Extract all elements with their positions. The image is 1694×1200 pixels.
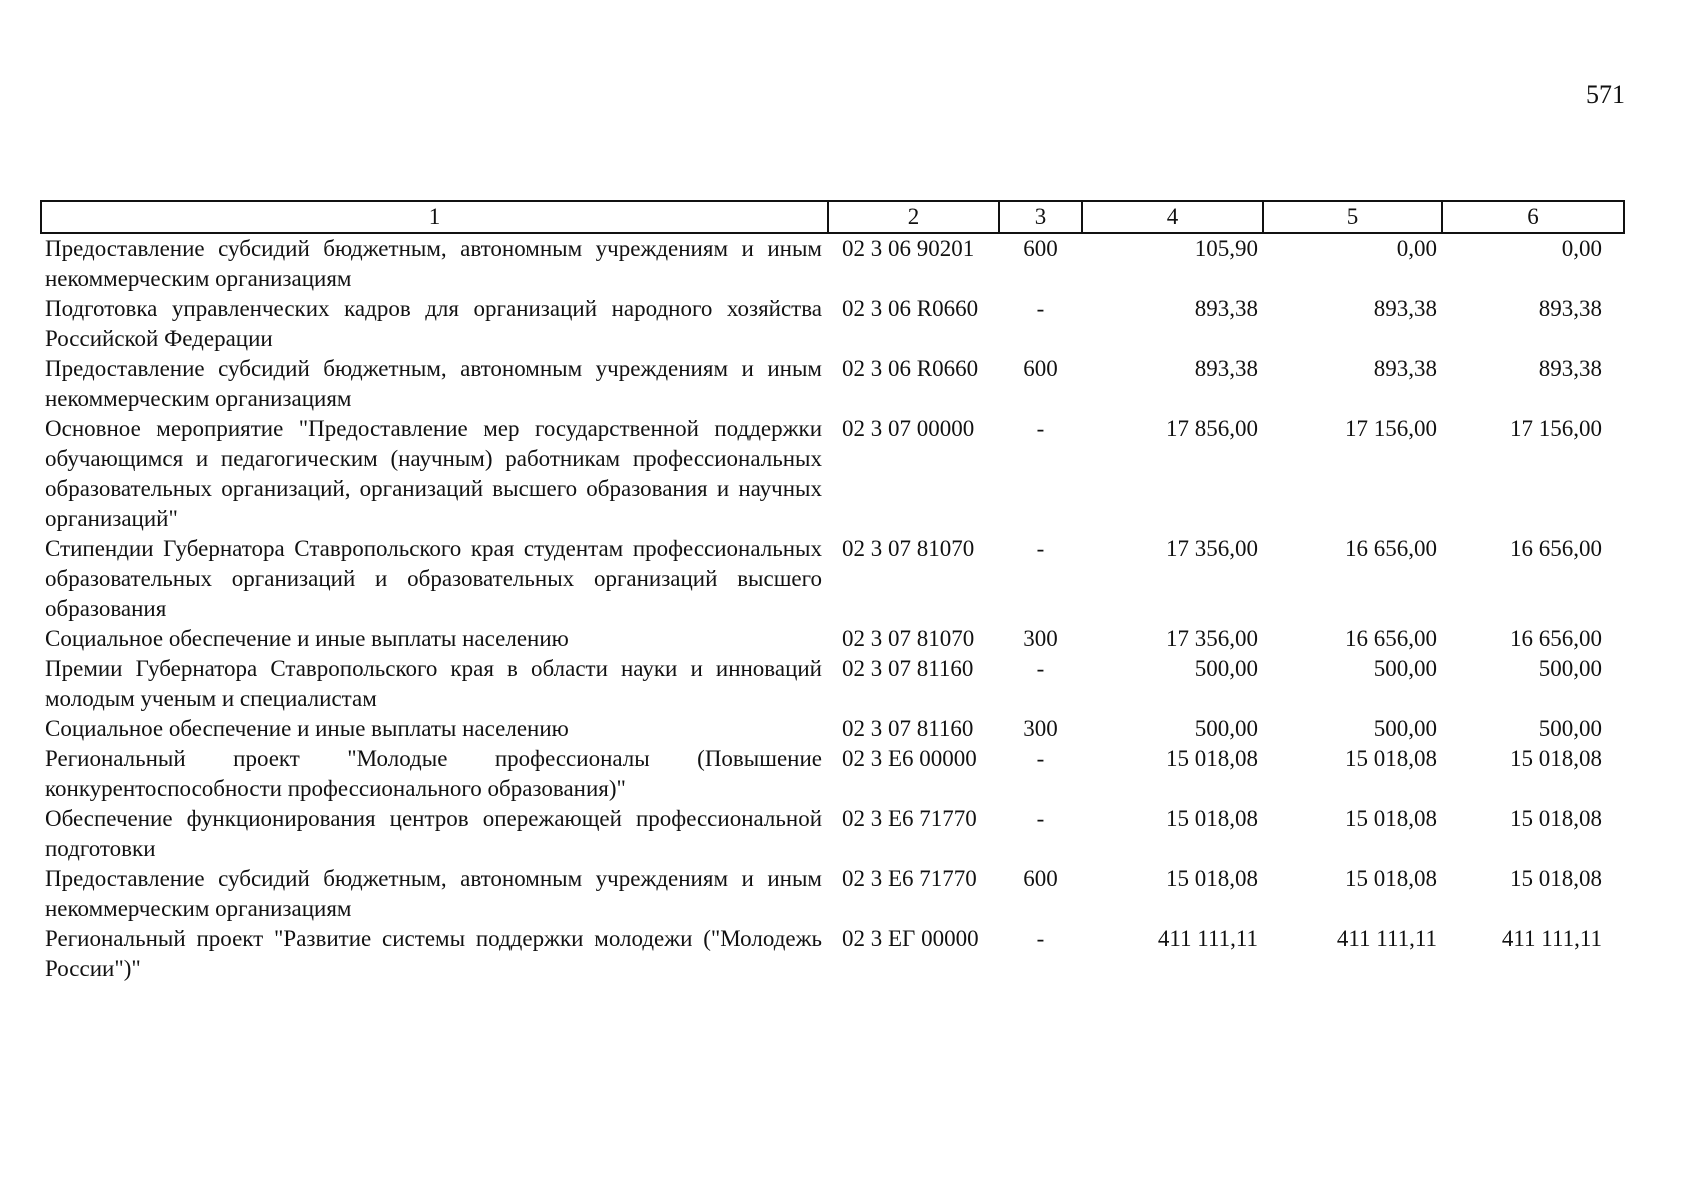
table-row — [41, 924, 1624, 984]
row-expense-type: 300 — [1023, 626, 1058, 651]
row-expense-type: - — [1036, 416, 1045, 441]
header-col-2: 2 — [828, 201, 999, 233]
row-value-5: 411 111,11 — [1336, 926, 1437, 951]
row-value-5: 893,38 — [1373, 356, 1437, 381]
row-expense-type: - — [1036, 746, 1045, 771]
row-value-6: 15 018,08 — [1510, 806, 1602, 831]
row-value-5: 17 156,00 — [1345, 416, 1437, 441]
row-value-6: 0,00 — [1561, 236, 1602, 261]
row-value-5: 16 656,00 — [1345, 536, 1437, 561]
row-value-4: 17 856,00 — [1166, 416, 1258, 441]
row-code: 02 3 07 81160 — [842, 716, 974, 741]
table-row — [41, 654, 1624, 714]
table-row — [41, 714, 1624, 744]
row-code: 02 3 07 00000 — [842, 416, 975, 441]
table-row — [41, 804, 1624, 864]
row-expense-type: 600 — [1023, 866, 1058, 891]
table-row — [41, 744, 1624, 804]
header-col-4: 4 — [1082, 201, 1263, 233]
row-expense-type: - — [1036, 536, 1045, 561]
row-name: Социальное обеспечение и иные выплаты населению — [45, 626, 569, 651]
row-code: 02 3 07 81160 — [842, 656, 974, 681]
row-code: 02 3 Е6 71770 — [842, 866, 977, 891]
row-name: Основное мероприятие "Предоставление мер государственной поддержки обучающимся и педагогическим (научным) работникам профессиональных образовательных организаций, организаций высшего образования и научных организаций" — [45, 416, 822, 531]
row-code: 02 3 07 81070 — [842, 536, 975, 561]
row-name: Премии Губернатора Ставропольского края в области науки и инноваций молодым ученым и специалистам — [45, 656, 822, 711]
table-row — [41, 414, 1624, 534]
row-value-4: 15 018,08 — [1166, 806, 1258, 831]
table-row — [41, 294, 1624, 354]
row-code: 02 3 07 81070 — [842, 626, 975, 651]
row-value-5: 15 018,08 — [1345, 806, 1437, 831]
row-value-4: 105,90 — [1194, 236, 1258, 261]
header-row — [41, 201, 1624, 233]
table-row — [41, 354, 1624, 414]
row-name: Предоставление субсидий бюджетным, автономным учреждениям и иным некоммерческим организациям — [45, 356, 822, 411]
row-code: 02 3 Е6 71770 — [842, 806, 977, 831]
row-value-4: 893,38 — [1194, 356, 1258, 381]
row-value-4: 893,38 — [1194, 296, 1258, 321]
row-name: Предоставление субсидий бюджетным, автономным учреждениям и иным некоммерческим организациям — [45, 236, 822, 291]
budget-table — [40, 200, 1625, 984]
table-header — [41, 201, 1624, 233]
row-value-4: 15 018,08 — [1166, 746, 1258, 771]
row-name: Региональный проект "Развитие системы поддержки молодежи ("Молодежь России")" — [45, 926, 822, 981]
table-row — [41, 624, 1624, 654]
row-value-6: 17 156,00 — [1510, 416, 1602, 441]
header-col-5: 5 — [1263, 201, 1442, 233]
table-row — [41, 233, 1624, 294]
row-value-6: 893,38 — [1538, 356, 1602, 381]
row-value-4: 411 111,11 — [1157, 926, 1258, 951]
row-expense-type: - — [1036, 296, 1045, 321]
row-value-5: 500,00 — [1373, 716, 1437, 741]
row-value-6: 500,00 — [1538, 716, 1602, 741]
row-expense-type: 300 — [1023, 716, 1058, 741]
row-code: 02 3 ЕГ 00000 — [842, 926, 979, 951]
row-value-4: 500,00 — [1194, 716, 1258, 741]
row-value-5: 16 656,00 — [1345, 626, 1437, 651]
row-code: 02 3 06 R0660 — [842, 296, 979, 321]
header-col-3: 3 — [999, 201, 1082, 233]
row-value-4: 15 018,08 — [1166, 866, 1258, 891]
row-value-5: 0,00 — [1396, 236, 1437, 261]
row-expense-type: 600 — [1023, 236, 1058, 261]
row-code: 02 3 06 90201 — [842, 236, 975, 261]
header-col-6: 6 — [1442, 201, 1624, 233]
row-name: Обеспечение функционирования центров опережающей профессиональной подготовки — [45, 806, 822, 861]
row-expense-type: - — [1036, 806, 1045, 831]
table-row — [41, 864, 1624, 924]
row-name: Подготовка управленческих кадров для организаций народного хозяйства Российской Федерации — [45, 296, 822, 351]
page-number: 571 — [1586, 80, 1625, 109]
row-code: 02 3 06 R0660 — [842, 356, 979, 381]
row-value-6: 893,38 — [1538, 296, 1602, 321]
row-expense-type: - — [1036, 926, 1045, 951]
row-value-5: 15 018,08 — [1345, 866, 1437, 891]
row-value-4: 500,00 — [1194, 656, 1258, 681]
row-value-5: 15 018,08 — [1345, 746, 1437, 771]
row-code: 02 3 Е6 00000 — [842, 746, 977, 771]
row-name: Стипендии Губернатора Ставропольского края студентам профессиональных образовательных организаций и образовательных организаций высшего образования — [45, 536, 822, 621]
row-value-4: 17 356,00 — [1166, 536, 1258, 561]
row-expense-type: - — [1036, 656, 1045, 681]
row-value-6: 500,00 — [1538, 656, 1602, 681]
header-col-1: 1 — [41, 201, 828, 233]
budget-table-container — [40, 200, 1623, 984]
row-name: Региональный проект "Молодые профессионалы (Повышение конкурентоспособности профессионального образования)" — [45, 746, 822, 801]
table-body — [41, 233, 1624, 984]
row-value-6: 16 656,00 — [1510, 536, 1602, 561]
row-value-6: 15 018,08 — [1510, 746, 1602, 771]
row-name: Социальное обеспечение и иные выплаты населению — [45, 716, 569, 741]
row-name: Предоставление субсидий бюджетным, автономным учреждениям и иным некоммерческим организациям — [45, 866, 822, 921]
row-value-5: 500,00 — [1373, 656, 1437, 681]
table-row — [41, 534, 1624, 624]
row-value-4: 17 356,00 — [1166, 626, 1258, 651]
row-value-6: 15 018,08 — [1510, 866, 1602, 891]
row-expense-type: 600 — [1023, 356, 1058, 381]
row-value-6: 411 111,11 — [1501, 926, 1602, 951]
row-value-5: 893,38 — [1373, 296, 1437, 321]
row-value-6: 16 656,00 — [1510, 626, 1602, 651]
